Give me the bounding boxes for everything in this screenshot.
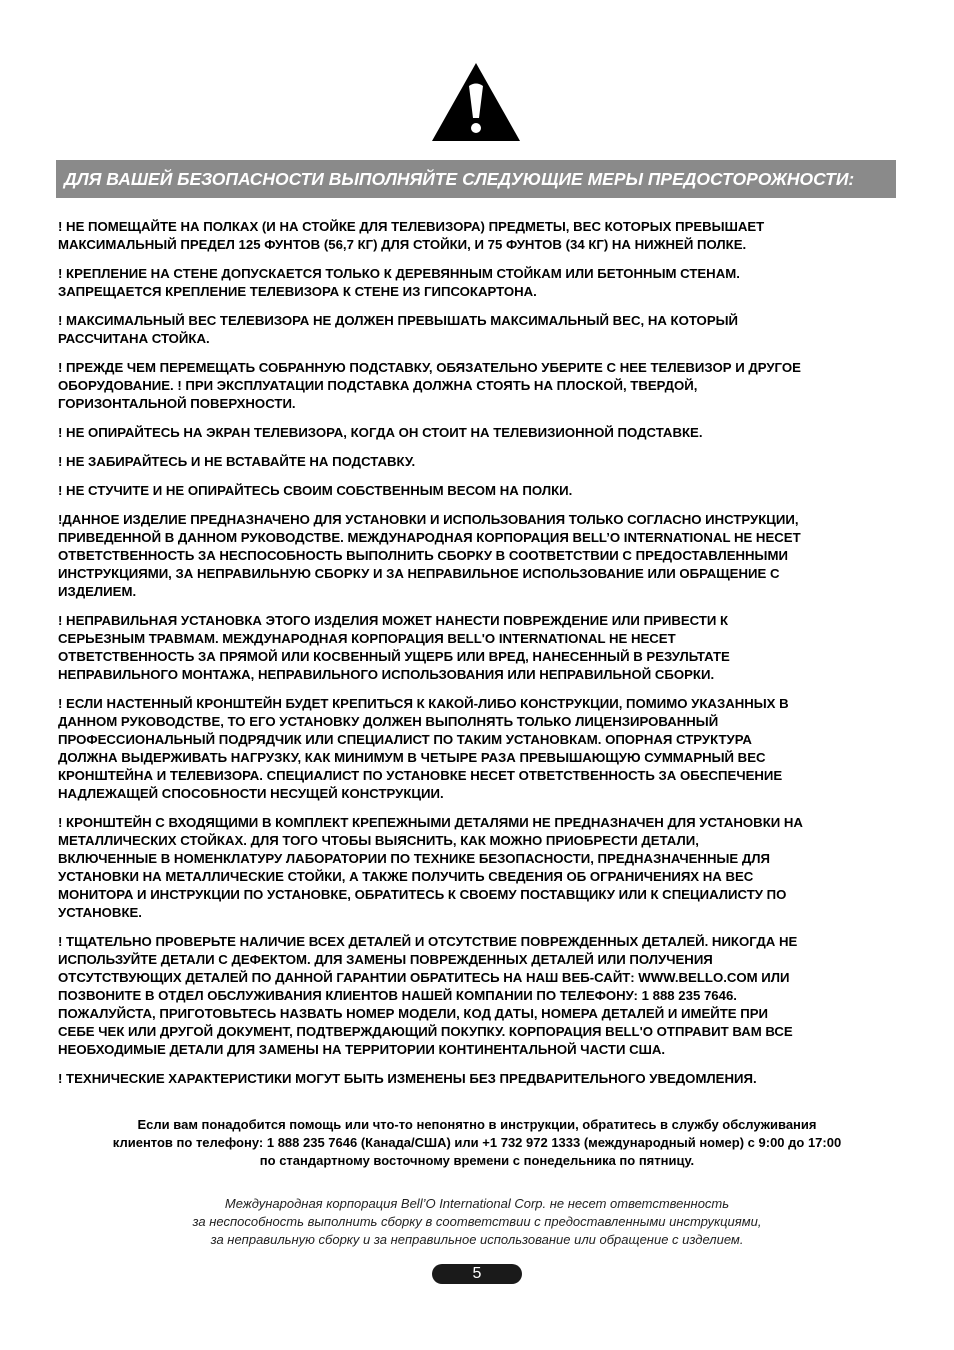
- warning-list: [58, 218, 898, 1099]
- liability-disclaimer: Международная корпорация Bell’O International Corp. не несет ответственность за неспособность выполнить сборку в соответствии с предоставленными инструкциями, за неправильную сборку и за неправильное использование или обращение с изделием.: [192, 1196, 762, 1247]
- warning-item: ! НЕ ПОМЕЩАЙТЕ НА ПОЛКАХ (И НА СТОЙКЕ ДЛЯ ТЕЛЕВИЗОРА) ПРЕДМЕТЫ, ВЕС КОТОРЫХ ПРЕВЫШАЕТ МАКСИМАЛЬНЫЙ ПРЕДЕЛ 125 ФУНТОВ (56,7 КГ) ДЛЯ СТОЙКИ, И 75 ФУНТОВ (34 КГ) НА НИЖНЕЙ ПОЛКЕ.: [58, 219, 765, 252]
- warning-item: ! НЕ ОПИРАЙТЕСЬ НА ЭКРАН ТЕЛЕВИЗОРА, КОГДА ОН СТОИТ НА ТЕЛЕВИЗИОННОЙ ПОДСТАВКЕ.: [58, 425, 703, 440]
- warning-item: ! ЕСЛИ НАСТЕННЫЙ КРОНШТЕЙН БУДЕТ КРЕПИТЬСЯ К КАКОЙ-ЛИБО КОНСТРУКЦИИ, ПОМИМО УКАЗАННЫХ В ДАННОМ РУКОВОДСТВЕ, ТО ЕГО УСТАНОВКУ ДОЛЖЕН ВЫПОЛНЯТЬ ТОЛЬКО ЛИЦЕНЗИРОВАННЫЙ ПРОФЕССИОНАЛЬНЫЙ ПОДРЯДЧИК ИЛИ СПЕЦИАЛИСТ ПО ТАКИМ УСТАНОВКАМ. ОПОРНАЯ СТРУКТУРА ДОЛЖНА ВЫДЕРЖИВАТЬ НАГРУЗКУ, КАК МИНИМУМ В ЧЕТЫРЕ РАЗА ПРЕВЫШАЮЩУЮ СУММАРНЫЙ ВЕС КРОНШТЕЙНА И ТЕЛЕВИЗОРА. СПЕЦИАЛИСТ ПО УСТАНОВКЕ НЕСЕТ ОТВЕТСТВЕННОСТЬ ЗА ОБЕСПЕЧЕНИЕ НАДЛЕЖАЩЕЙ СПОСОБНОСТИ НЕСУЩЕЙ КОНСТРУКЦИИ.: [58, 696, 789, 801]
- warning-item: ! ПРЕЖДЕ ЧЕМ ПЕРЕМЕЩАТЬ СОБРАННУЮ ПОДСТАВКУ, ОБЯЗАТЕЛЬНО УБЕРИТЕ С НЕЕ ТЕЛЕВИЗОР И ДРУГОЕ ОБОРУДОВАНИЕ. ! ПРИ ЭКСПЛУАТАЦИИ ПОДСТАВКА ДОЛЖНА СТОЯТЬ НА ПЛОСКОЙ, ТВЕРДОЙ, ГОРИЗОНТАЛЬНОЙ ПОВЕРХНОСТИ.: [58, 360, 801, 411]
- warning-item: ! КРЕПЛЕНИЕ НА СТЕНЕ ДОПУСКАЕТСЯ ТОЛЬКО К ДЕРЕВЯННЫМ СТОЙКАМ ИЛИ БЕТОННЫМ СТЕНАМ. ЗАПРЕЩАЕТСЯ КРЕПЛЕНИЕ ТЕЛЕВИЗОРА К СТЕНЕ ИЗ ГИПСОКАРТОНА.: [58, 266, 740, 299]
- warning-item: ! НЕ СТУЧИТЕ И НЕ ОПИРАЙТЕСЬ СВОИМ СОБСТВЕННЫМ ВЕСОМ НА ПОЛКИ.: [58, 483, 573, 498]
- safety-banner: ДЛЯ ВАШЕЙ БЕЗОПАСНОСТИ ВЫПОЛНЯЙТЕ СЛЕДУЮЩИЕ МЕРЫ ПРЕДОСТОРОЖНОСТИ:: [56, 160, 896, 198]
- warning-item: ! ТЩАТЕЛЬНО ПРОВЕРЬТЕ НАЛИЧИЕ ВСЕХ ДЕТАЛЕЙ И ОТСУТСТВИЕ ПОВРЕЖДЕННЫХ ДЕТАЛЕЙ. НИКОГДА НЕ ИСПОЛЬЗУЙТЕ ДЕТАЛИ С ДЕФЕКТОМ. ДЛЯ ЗАМЕНЫ ПОВРЕЖДЕННЫХ ДЕТАЛЕЙ ИЛИ ПОЛУЧЕНИЯ ОТСУТСТВУЮЩИХ ДЕТАЛЕЙ ПО ДАННОЙ ГАРАНТИИ ОБРАТИТЕСЬ НА НАШ ВЕБ-САЙТ: WWW.BELLO.COM ИЛИ ПОЗВОНИТЕ В ОТДЕЛ ОБСЛУЖИВАНИЯ КЛИЕНТОВ НАШЕЙ КОМПАНИИ ПО ТЕЛЕФОНУ: 1 888 235 7646. ПОЖАЛУЙСТА, ПРИГОТОВЬТЕСЬ НАЗВАТЬ НОМЕР МОДЕЛИ, КОД ДАТЫ, НОМЕРА ДЕТАЛЕЙ И ИМЕЙТЕ ПРИ СЕБЕ ЧЕК ИЛИ ДРУГОЙ ДОКУМЕНТ, ПОДТВЕРЖДАЮЩИЙ ПОКУПКУ. КОРПОРАЦИЯ BELL'O ОТПРАВИТ ВАМ ВСЕ НЕОБХОДИМЫЕ ДЕТАЛИ ДЛЯ ЗАМЕНЫ НА ТЕРРИТОРИИ КОНТИНЕНТАЛЬНОЙ ЧАСТИ США.: [58, 934, 798, 1057]
- warning-triangle-icon: [431, 62, 521, 142]
- warning-item: ! НЕ ЗАБИРАЙТЕСЬ И НЕ ВСТАВАЙТЕ НА ПОДСТАВКУ.: [58, 454, 416, 469]
- warning-item: ! КРОНШТЕЙН С ВХОДЯЩИМИ В КОМПЛЕКТ КРЕПЕЖНЫМИ ДЕТАЛЯМИ НЕ ПРЕДНАЗНАЧЕН ДЛЯ УСТАНОВКИ НА МЕТАЛЛИЧЕСКИХ СТОЙКАХ. ДЛЯ ТОГО ЧТОБЫ ВЫЯСНИТЬ, КАК МОЖНО ПРИОБРЕСТИ ДЕТАЛИ, ВКЛЮЧЕННЫЕ В НОМЕНКЛАТУРУ ЛАБОРАТОРИИ ПО ТЕХНИКЕ БЕЗОПАСНОСТИ, ПРЕДНАЗНАЧЕННЫЕ ДЛЯ УСТАНОВКИ НА МЕТАЛЛИЧЕСКИЕ СТОЙКИ, А ТАКЖЕ ПОЛУЧИТЬ СВЕДЕНИЯ ОБ ОГРАНИЧЕНИЯХ НА ВЕС МОНИТОРА И ИНСТРУКЦИИ ПО УСТАНОВКЕ, ОБРАТИТЕСЬ К СВОЕМУ ПОСТАВЩИКУ ИЛИ К СПЕЦИАЛИСТУ ПО УСТАНОВКЕ.: [58, 815, 803, 920]
- warning-item: !ДАННОЕ ИЗДЕЛИЕ ПРЕДНАЗНАЧЕНО ДЛЯ УСТАНОВКИ И ИСПОЛЬЗОВАНИЯ ТОЛЬКО СОГЛАСНО ИНСТРУКЦИИ, ПРИВЕДЕННОЙ В ДАННОМ РУКОВОДСТВЕ. МЕЖДУНАРОДНАЯ КОРПОРАЦИЯ BELL’O INTERNATIONAL НЕ НЕСЕТ ОТВЕТСТВЕННОСТЬ ЗА НЕСПОСОБНОСТЬ ВЫПОЛНИТЬ СБОРКУ В СООТВЕТСТВИИ С ПРЕДОСТАВЛЕННЫМИ ИНСТРУКЦИЯМИ, ЗА НЕПРАВИЛЬНУЮ СБОРКУ И ЗА НЕПРАВИЛЬНОЕ ИСПОЛЬЗОВАНИЕ ИЛИ ОБРАЩЕНИЕ С ИЗДЕЛИЕМ.: [58, 512, 801, 599]
- page-number: 5: [432, 1264, 522, 1284]
- customer-service-note: Если вам понадобится помощь или что-то непонятно в инструкции, обратитесь в службу обслуживания клиентов по телефону: 1 888 235 7646 (Канада/США) или +1 732 972 1333 (международный номер) с 9:00 до 17:00 по стандартному восточному времени с понедельника по пятницу.: [112, 1117, 842, 1168]
- warning-item: ! НЕПРАВИЛЬНАЯ УСТАНОВКА ЭТОГО ИЗДЕЛИЯ МОЖЕТ НАНЕСТИ ПОВРЕЖДЕНИЕ ИЛИ ПРИВЕСТИ К СЕРЬЕЗНЫМ ТРАВМАМ. МЕЖДУНАРОДНАЯ КОРПОРАЦИЯ BELL'O INTERNATIONAL НЕ НЕСЕТ ОТВЕТСТВЕННОСТЬ ЗА ПРЯМОЙ ИЛИ КОСВЕННЫЙ УЩЕРБ ИЛИ ВРЕД, НАНЕСЕННЫЙ В РЕЗУЛЬТАТЕ НЕПРАВИЛЬНОГО МОНТАЖА, НЕПРАВИЛЬНОГО ИСПОЛЬЗОВАНИЯ ИЛИ НЕПРАВИЛЬНОЙ СБОРКИ.: [58, 613, 730, 682]
- warning-item: ! МАКСИМАЛЬНЫЙ ВЕС ТЕЛЕВИЗОРА НЕ ДОЛЖЕН ПРЕВЫШАТЬ МАКСИМАЛЬНЫЙ ВЕС, НА КОТОРЫЙ РАССЧИТАНА СТОЙКА.: [58, 313, 739, 346]
- warning-item: ! ТЕХНИЧЕСКИЕ ХАРАКТЕРИСТИКИ МОГУТ БЫТЬ ИЗМЕНЕНЫ БЕЗ ПРЕДВАРИТЕЛЬНОГО УВЕДОМЛЕНИЯ.: [58, 1071, 757, 1086]
